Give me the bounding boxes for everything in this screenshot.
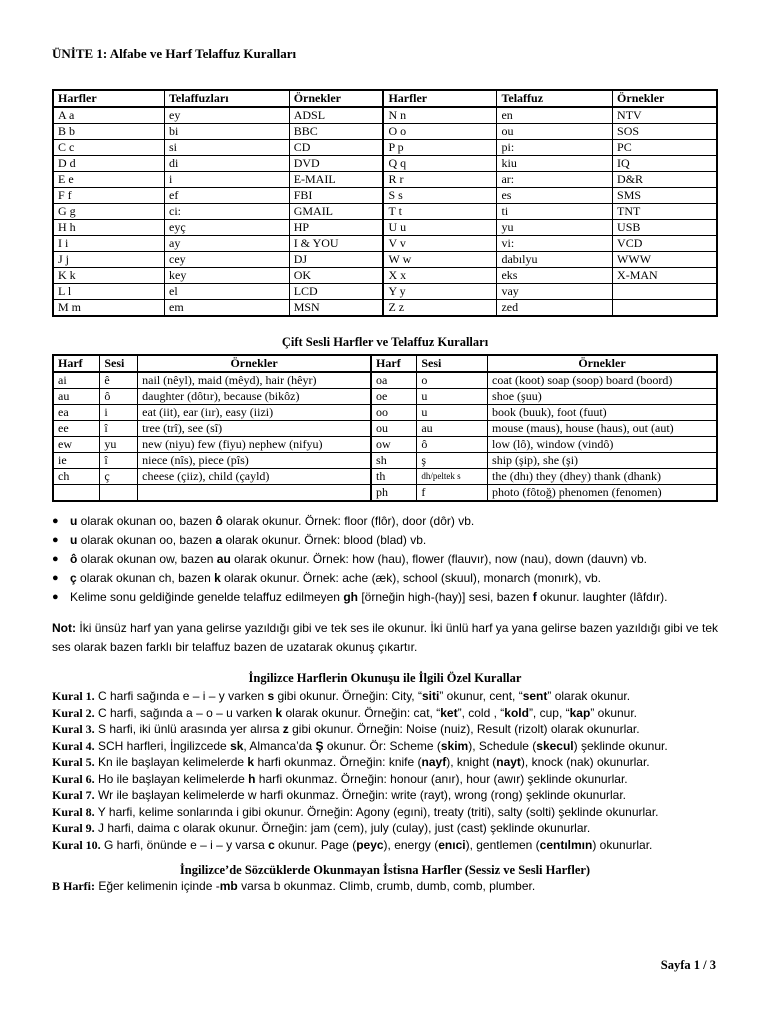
column-header: Sesi [417,355,488,372]
table-cell: ew [53,437,100,453]
table-cell: D d [53,156,165,172]
table-cell: Q q [383,156,497,172]
text-segment: sk [230,738,244,753]
text-segment: ô [215,514,223,528]
table-cell: cheese (çiiz), child (çayld) [138,469,371,485]
text-segment: olarak okunur. Örnek: ache (æk), school (skuul), monarch (monırk), vb. [220,571,601,585]
rule-label: Kural 9. [52,821,95,835]
table-cell: SMS [613,188,717,204]
table-cell: oe [371,389,417,405]
table-cell: DVD [289,156,383,172]
table-cell: P p [383,140,497,156]
table-cell: ş [417,453,488,469]
table-cell: VCD [613,236,717,252]
table-cell: OK [289,268,383,284]
table-cell: ê [100,372,138,389]
table-cell: WWW [613,252,717,268]
text-segment: nayf [421,755,447,769]
table-cell: tree (trî), see (sî) [138,421,371,437]
list-item [52,550,718,569]
note-label: Not: [52,621,76,635]
column-header: Telaffuz [497,90,613,107]
silent-letters-title: İngilizce’de Sözcüklerde Okunmayan İstisna Harfler (Sessiz ve Sesli Harfler) [179,863,591,877]
table-cell: J j [53,252,165,268]
text-segment: olarak okunur. Örnek: floor (flôr), door (dôr) vb. [222,514,475,528]
table-cell: ô [417,437,488,453]
text-segment: olarak okunur. Örnek: how (hau), flower (flauvır), now (nau), down (dauvn) vb. [230,552,647,566]
text-segment: , Almanca’da [243,738,316,753]
text-segment: nayt [496,755,521,769]
table-cell: ti [497,204,613,220]
table-cell: di [165,156,290,172]
table-cell: coat (koot) soap (soop) board (boord) [488,372,717,389]
table-row [53,405,717,421]
text-segment: k [214,571,221,585]
table-cell: au [417,421,488,437]
note-text: İki ünsüz harf yan yana gelirse yazıldığı gibi ve tek ses ile okunur. İki ünlü harf ya yana gelirse bazen yazıldığı gibi ve tek ses olarak bazen farklı bir telaffuz bazen de uzatarak okunuş çıkartır. [52,621,718,654]
rule-item [52,804,718,821]
text-segment: ”, cold , “ [457,705,505,720]
table-row [53,140,717,156]
list-item [52,588,718,607]
text-segment: Kn ile başlayan kelimelerde [94,755,248,769]
rule-label: Kural 10. [52,837,101,852]
table-cell [613,300,717,317]
table-cell: u [417,389,488,405]
table-row [53,372,717,389]
text-segment: h [248,771,256,786]
text-segment: k [275,705,283,720]
table-cell: o [417,372,488,389]
table-row [53,453,717,469]
rule-item [52,820,718,837]
text-segment: gibi okunur. Örneğin: Noise (nuiz), Result (rizolt) olarak okunurlar. [288,722,640,736]
column-header: Örnekler [488,355,717,372]
bullet-icon: ● [52,534,59,546]
text-segment: skecul [536,738,574,753]
text-segment: G harfi, önünde e – i – y varsa [100,837,269,852]
table-row [53,107,717,124]
table-row [53,300,717,317]
alphabet-table-header [53,90,717,107]
table-cell: eat (iit), ear (iır), easy (iizi) [138,405,371,421]
text-segment: okunur. Ör: Scheme ( [323,738,441,753]
table-cell: yu [497,220,613,236]
column-header: Örnekler [613,90,717,107]
rule-item [52,771,718,788]
page-number: Sayfa 1 / 3 [660,958,716,972]
table-cell: ou [497,124,613,140]
text-segment: ) okunurlar. [592,837,653,852]
table-row [53,469,717,485]
table-cell: vay [497,284,613,300]
document-page [52,40,718,895]
rule-item [52,738,718,755]
list-item [52,569,718,588]
table-cell: cey [165,252,290,268]
table-cell: en [497,107,613,124]
table-cell: FBI [289,188,383,204]
text-segment: gh [343,590,358,604]
text-segment: harfi okunmaz. Örneğin: knife ( [254,755,422,769]
text-segment: C harfi sağında e – i – y varken [94,689,268,703]
table-row [53,437,717,453]
table-cell: ADSL [289,107,383,124]
table-cell: dabılyu [497,252,613,268]
table-cell: BBC [289,124,383,140]
table-cell: si [165,140,290,156]
table-cell: nail (nêyl), maid (mêyd), hair (hêyr) [138,372,371,389]
rule-label: Kural 4. [52,738,95,753]
rule-item [52,721,718,738]
table-cell: ay [165,236,290,252]
alphabet-table [52,89,718,317]
table-cell: ch [53,469,100,485]
table-cell: î [100,453,138,469]
table-cell: sh [371,453,417,469]
table-cell: eks [497,268,613,284]
table-cell: oa [371,372,417,389]
table-cell: C c [53,140,165,156]
list-item [52,512,718,531]
rule-label: Kural 7. [52,788,95,802]
table-cell: dh/peltek s [417,469,488,485]
text-segment: u [70,514,78,528]
table-cell: USB [613,220,717,236]
table-cell: book (buuk), foot (fuut) [488,405,717,421]
table-row [53,389,717,405]
text-segment: ), energy ( [383,837,439,852]
rule-label: Kural 8. [52,804,95,819]
table-cell: new (niyu) few (fiyu) nephew (nifyu) [138,437,371,453]
note-paragraph [52,619,718,657]
column-header: Harfler [383,90,497,107]
table-cell: I i [53,236,165,252]
table-cell: K k [53,268,165,284]
table-cell: MSN [289,300,383,317]
b-letter-rule [52,878,718,895]
column-header: Harfler [53,90,165,107]
table-cell: ie [53,453,100,469]
table-cell: photo (fôtoğ) phenomen (fenomen) [488,485,717,502]
text-segment: [örneğin high-(hay)] sesi, bazen [357,590,533,604]
table-cell: kiu [497,156,613,172]
text-segment: ” olarak okunur. [547,689,631,703]
table-cell: T t [383,204,497,220]
text-segment: J harfi, daima c olarak okunur. Örneğin: jam (cem), july (culay), just (cast) şeklinde okunurlar. [94,821,591,835]
text-segment: olarak okunan oo, bazen [77,533,216,547]
rules-title: İngilizce Harflerin Okunuşu ile İlgili Özel Kurallar [248,671,522,685]
table-cell: U u [383,220,497,236]
text-segment: olarak okunur. Örnek: blood (blad) vb. [222,533,427,547]
text-segment: ô [70,552,78,566]
table-cell: i [100,405,138,421]
bullet-icon: ● [52,591,59,603]
table-cell: X x [383,268,497,284]
unit-title: ÜNİTE 1: Alfabe ve Harf Telaffuz Kuralları [52,46,297,61]
table-cell [613,284,717,300]
text-segment: okunur. laughter (lâfdır). [536,590,668,604]
text-segment: ) şeklinde okunur. [573,738,668,753]
rule-item [52,754,718,771]
table-cell: ph [371,485,417,502]
table-cell: oo [371,405,417,421]
table-cell: I & YOU [289,236,383,252]
table-cell: ow [371,437,417,453]
table-cell: SOS [613,124,717,140]
table-cell: GMAIL [289,204,383,220]
diphthong-title: Çift Sesli Harfler ve Telaffuz Kuralları [281,335,489,349]
text-segment: skim [440,738,469,753]
text-segment: f [532,590,537,604]
table-cell: F f [53,188,165,204]
text-segment: harfi okunmaz. Örneğin: honour (anır), hour (awır) şeklinde okunurlar. [255,771,628,786]
text-segment: varsa b okunmaz. Climb, crumb, dumb, comb, plumber. [237,879,536,893]
text-segment: ), Schedule ( [468,738,537,753]
table-row [53,268,717,284]
table-cell: H h [53,220,165,236]
text-segment: a [215,533,223,547]
table-cell: V v [383,236,497,252]
column-header: Örnekler [138,355,371,372]
table-cell: ci: [165,204,290,220]
table-row [53,220,717,236]
text-segment: ”, cup, “ [528,705,570,720]
table-row [53,188,717,204]
rule-label: Kural 6. [52,771,95,786]
column-header: Telaffuzları [165,90,290,107]
text-segment: enıci [438,837,466,852]
column-header: Örnekler [289,90,383,107]
text-segment: Wr ile başlayan kelimelerde w harfi okunmaz. Örneğin: write (rayt), wrong (rong) şeklinde okunurlar. [94,788,626,802]
table-cell: A a [53,107,165,124]
text-segment: Eğer kelimenin içinde - [95,879,220,893]
table-cell: niece (nîs), piece (pîs) [138,453,371,469]
rule-item [52,688,718,705]
table-cell: au [53,389,100,405]
table-cell: ea [53,405,100,421]
text-segment: Ho ile başlayan kelimelerde [94,771,249,786]
table-cell: Y y [383,284,497,300]
text-segment: Ş [315,738,324,753]
table-cell: O o [383,124,497,140]
table-cell: PC [613,140,717,156]
table-cell: D&R [613,172,717,188]
table-cell: Z z [383,300,497,317]
table-cell: the (dhı) they (dhey) thank (dhank) [488,469,717,485]
table-cell: th [371,469,417,485]
bullet-icon: ● [52,515,59,527]
table-row [53,284,717,300]
table-row [53,485,717,502]
table-cell: i [165,172,290,188]
table-cell: ô [100,389,138,405]
table-row [53,421,717,437]
text-segment: c [268,837,275,852]
table-cell: bi [165,124,290,140]
text-segment: okunur. Page ( [274,837,357,852]
text-segment: sent [522,689,548,703]
text-segment: z [282,722,289,736]
rules-list [52,688,718,853]
table-cell: el [165,284,290,300]
text-segment: siti [421,689,440,703]
diphthong-table [52,354,718,502]
text-segment: S harfi, iki ünlü arasında yer alırsa [94,722,283,736]
table-cell: TNT [613,204,717,220]
rule-label: Kural 2. [52,705,95,720]
rule-label: Kural 3. [52,722,95,736]
table-cell [53,485,100,502]
text-segment: C harfi, sağında a – o – u varken [94,705,276,720]
text-segment: ), knight ( [446,755,497,769]
rule-label: B Harfi: [52,879,95,893]
table-cell: X-MAN [613,268,717,284]
table-cell: vi: [497,236,613,252]
table-cell: HP [289,220,383,236]
text-segment: Kelime sonu geldiğinde genelde telaffuz edilmeyen [70,590,344,604]
text-segment: ” okunur. [590,705,638,720]
text-segment: mb [219,879,238,893]
table-cell: E-MAIL [289,172,383,188]
text-segment: kold [504,705,529,720]
table-cell: es [497,188,613,204]
table-row [53,124,717,140]
table-row [53,204,717,220]
diphthong-table-header [53,355,717,372]
table-cell: ai [53,372,100,389]
table-row [53,172,717,188]
table-cell: f [417,485,488,502]
table-cell [100,485,138,502]
text-segment: ç [70,571,77,585]
table-row [53,252,717,268]
text-segment: ), gentlemen ( [465,837,540,852]
table-cell: ç [100,469,138,485]
text-segment: ket [440,705,458,720]
column-header: Sesi [100,355,138,372]
table-cell: R r [383,172,497,188]
text-segment: gibi okunur. Örneğin: City, “ [274,689,422,703]
rule-item [52,837,718,854]
table-cell: ou [371,421,417,437]
table-cell: LCD [289,284,383,300]
table-cell: ship (şip), she (şi) [488,453,717,469]
table-cell: IQ [613,156,717,172]
table-cell: N n [383,107,497,124]
table-cell: DJ [289,252,383,268]
table-cell: eyç [165,220,290,236]
table-cell: pi: [497,140,613,156]
table-cell [138,485,371,502]
table-cell: zed [497,300,613,317]
text-segment: olarak okunan oo, bazen [77,514,216,528]
table-cell: B b [53,124,165,140]
text-segment: kap [569,705,591,720]
bullet-icon: ● [52,572,59,584]
table-cell: mouse (maus), house (haus), out (aut) [488,421,717,437]
table-cell: u [417,405,488,421]
rule-item [52,787,718,804]
table-cell: L l [53,284,165,300]
table-cell: M m [53,300,165,317]
table-cell: CD [289,140,383,156]
rule-label: Kural 1. [52,689,95,703]
table-cell: em [165,300,290,317]
table-cell: ee [53,421,100,437]
text-segment: olarak okunur. Örneğin: cat, “ [282,705,441,720]
bullet-icon: ● [52,553,59,565]
table-cell: W w [383,252,497,268]
text-segment: ” okunur, cent, “ [439,689,523,703]
table-cell: daughter (dôtır), because (bikôz) [138,389,371,405]
text-segment: au [216,552,231,566]
text-segment: centılmın [539,837,593,852]
pronunciation-notes-list [52,512,718,607]
table-cell: key [165,268,290,284]
table-cell: î [100,421,138,437]
table-cell: S s [383,188,497,204]
table-row [53,156,717,172]
list-item [52,531,718,550]
rule-item [52,705,718,722]
text-segment: peyc [356,837,384,852]
table-cell: ey [165,107,290,124]
table-row [53,236,717,252]
text-segment: SCH harfleri, İngilizcede [94,738,231,753]
text-segment: ), knock (nak) okunurlar. [520,755,650,769]
table-cell: E e [53,172,165,188]
table-cell: shoe (şuu) [488,389,717,405]
table-cell: ar: [497,172,613,188]
column-header: Harf [53,355,100,372]
text-segment: olarak okunan ow, bazen [77,552,217,566]
table-cell: yu [100,437,138,453]
table-cell: G g [53,204,165,220]
table-cell: NTV [613,107,717,124]
text-segment: k [247,755,255,769]
text-segment: s [267,689,275,703]
text-segment: olarak okunan ch, bazen [76,571,215,585]
column-header: Harf [371,355,417,372]
rule-label: Kural 5. [52,755,95,769]
table-cell: ef [165,188,290,204]
text-segment: Y harfi, kelime sonlarında i gibi okunur. Örneğin: Agony (egıni), treaty (triti), salty (solti) şeklinde okunurlar. [94,804,659,819]
table-cell: low (lô), window (vindô) [488,437,717,453]
text-segment: u [70,533,78,547]
